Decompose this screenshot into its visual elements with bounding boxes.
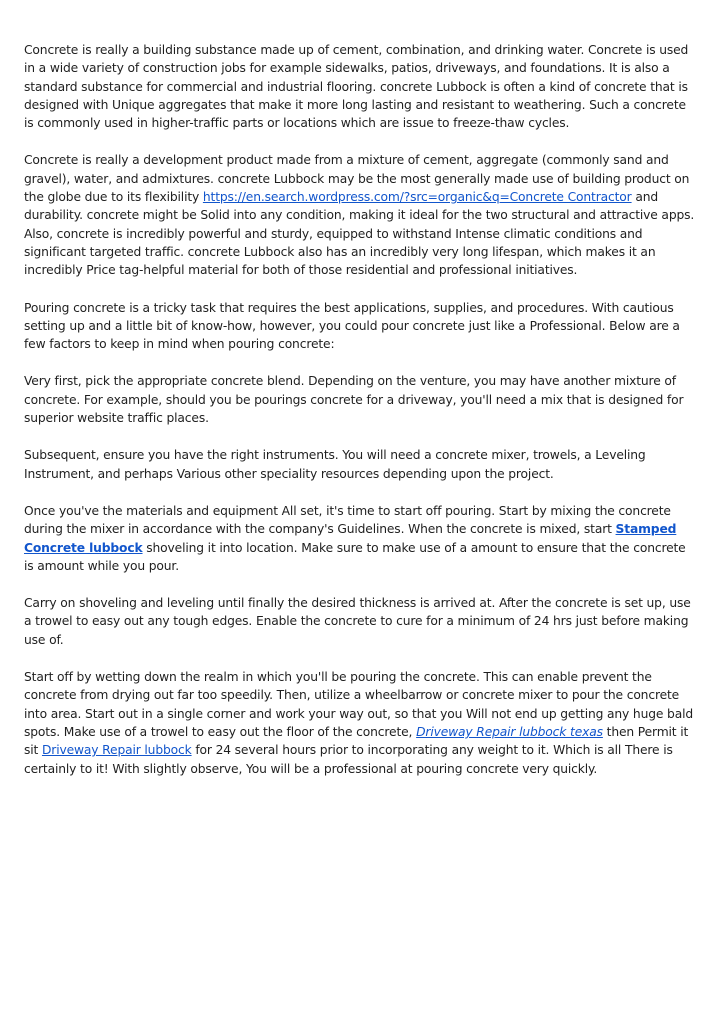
paragraph-7-text: Carry on shoveling and leveling until finally the desired thickness is arrived at. After the concrete is set up, use a trowel to easy out any tough edges. Enable the concrete to cure for a minimum of 24 hrs just before making use of. bbox=[24, 596, 691, 647]
paragraph-2-text-end: and durability. concrete might be Solid into any condition, making it ideal for the two structural and attractive apps. Also, concrete is incredibly powerful and sturdy, equipped to withstand Intense climatic conditions and significant targeted traffic. concrete Lubbock also has an incredibly very long lifespan, which makes it an incredibly Price tag-helpful material for both of those residential and professional initiatives. bbox=[24, 190, 695, 278]
paragraph-4-text: Very first, pick the appropriate concrete blend. Depending on the venture, you may have another mixture of concrete. For example, should you be pourings concrete for a driveway, you'll need a mix that is designed for superior website traffic places. bbox=[24, 374, 684, 426]
paragraph-8-text-middle: then Permit it sit bbox=[24, 724, 689, 758]
paragraph-6-text-end: shoveling it into location. Make sure to make use of a amount to ensure that the concrete is amount while you pour. bbox=[24, 540, 686, 573]
paragraph-6 bbox=[24, 502, 698, 575]
driveway-repair-texas-link[interactable]: Driveway Repair lubbock texas bbox=[416, 724, 603, 739]
paragraph-8-text-end: for 24 several hours prior to incorporating any weight to it. Which is all There is certainly to it! With slightly observe, You will be a professional at pouring concrete very quickly. bbox=[24, 743, 673, 776]
paragraph-6-text-start: Once you've the materials and equipment All set, it's time to start off pouring. Start by mixing the concrete during the mixer in accordance with the company's Guidelines. When the concrete is mixed, start bbox=[24, 503, 671, 537]
paragraph-5 bbox=[24, 446, 698, 483]
stamped-concrete-link[interactable]: Stamped Concrete lubbock bbox=[24, 522, 677, 555]
paragraph-1-text: Concrete is really a building substance made up of cement, combination, and drinking water. Concrete is used in a wide variety of construction jobs for example sidewalks, patios, driveways, and foundations. It is also a standard substance for commercial and industrial flooring. concrete Lubbock is often a kind of concrete that is designed with Unique aggregates that make it more long lasting and resistant to weathering. Such a concrete is commonly used in higher-traffic parts or locations which are issue to freeze-thaw cycles. bbox=[24, 43, 689, 131]
wordpress-search-link[interactable]: https://en.search.wordpress.com/?src=organic&q=Concrete Contractor bbox=[202, 190, 632, 205]
paragraph-8-text-start: Start off by wetting down the realm in which you'll be pouring the concrete. This can enable prevent the concrete from drying out far too speedily. Then, utilize a wheelbarrow or concrete mixer to pour the concrete into area. Start out in a single corner and work your way out, so that you Will not end up getting any huge bald spots. Make use of a trowel to easy out the floor of the concrete, bbox=[24, 670, 694, 739]
paragraph-7 bbox=[24, 594, 698, 649]
paragraph-2-text-start: Concrete is really a development product made from a mixture of cement, aggregate (commonly sand and gravel), water, and admixtures. concrete Lubbock may be the most generally made use of building product on the globe due to its flexibility bbox=[24, 153, 690, 205]
paragraph-8 bbox=[24, 668, 698, 778]
driveway-repair-link[interactable]: Driveway Repair lubbock bbox=[41, 743, 192, 758]
paragraph-1 bbox=[24, 41, 698, 132]
paragraph-5-text: Subsequent, ensure you have the right instruments. You will need a concrete mixer, trowels, a Leveling Instrument, and perhaps Various other speciality resources depending upon the project. bbox=[24, 448, 646, 481]
document-body bbox=[24, 41, 698, 797]
paragraph-3-text: Pouring concrete is a tricky task that requires the best applications, supplies, and procedures. With cautious setting up and a little bit of know-how, however, you could pour concrete just like a Professional. Below are a few factors to keep in mind when pouring concrete: bbox=[24, 300, 680, 352]
paragraph-3 bbox=[24, 299, 698, 354]
paragraph-4 bbox=[24, 372, 698, 427]
paragraph-2 bbox=[24, 151, 698, 279]
